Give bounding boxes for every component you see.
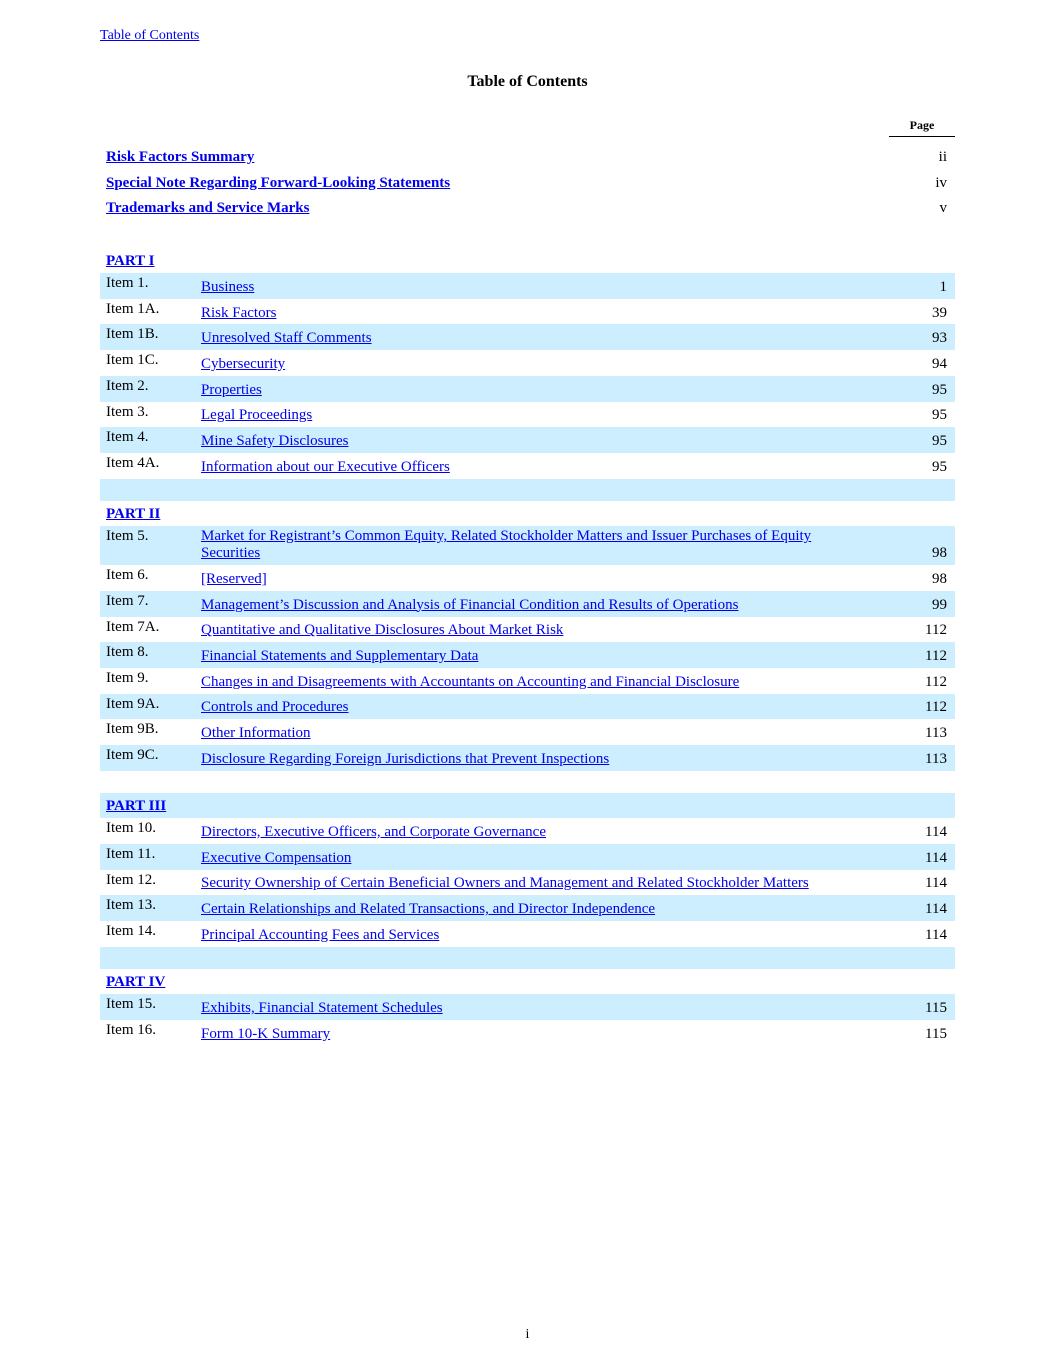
item-label: Item 13.	[106, 897, 156, 914]
toc-top-link[interactable]: Table of Contents	[100, 28, 200, 43]
item-title-link[interactable]: Business	[201, 278, 255, 295]
page-number: 98	[932, 570, 947, 587]
link-trademarks-service-marks[interactable]: Trademarks and Service Marks	[106, 200, 310, 217]
item-label: Item 15.	[106, 996, 156, 1013]
item-title-link[interactable]: Unresolved Staff Comments	[201, 330, 372, 347]
item-label: Item 9A.	[106, 695, 160, 712]
item-title-cell	[201, 725, 889, 742]
item-title-cell	[201, 824, 889, 841]
page-number: 114	[925, 875, 947, 892]
item-title-link[interactable]: Form 10-K Summary	[201, 1025, 331, 1042]
toc-item-row	[100, 324, 955, 350]
toc-item-row	[100, 921, 955, 947]
item-title-link[interactable]: Disclosure Regarding Foreign Jurisdictions that Prevent Inspections	[201, 750, 610, 767]
item-title-cell	[201, 875, 889, 892]
item-title-link[interactable]: Certain Relationships and Related Transactions, and Director Independence	[201, 901, 656, 918]
item-title-cell	[201, 1000, 889, 1017]
page-column-header-row	[100, 118, 955, 137]
toc-item-row	[100, 642, 955, 668]
item-title-link[interactable]: Cybersecurity	[201, 355, 286, 372]
toc-item-row	[100, 273, 955, 299]
item-title-cell	[201, 330, 889, 347]
item-title-cell	[201, 751, 889, 768]
item-title-link[interactable]: Risk Factors	[201, 304, 277, 321]
item-title-link[interactable]: Principal Accounting Fees and Services	[201, 926, 440, 943]
toc-item-row	[100, 668, 955, 694]
page-number: 114	[925, 901, 947, 918]
item-title-cell	[201, 279, 889, 296]
part-iii-link[interactable]: PART III	[106, 798, 167, 815]
toc-item-row	[100, 818, 955, 844]
item-label: Item 6.	[106, 567, 149, 584]
page-number: 112	[925, 673, 947, 690]
page-number: 95	[932, 381, 947, 398]
item-label: Item 12.	[106, 871, 156, 888]
page-number: ii	[938, 148, 947, 165]
item-title-link[interactable]: Exhibits, Financial Statement Schedules	[201, 1000, 443, 1017]
toc-item-row	[100, 565, 955, 591]
page-number: 1	[939, 278, 947, 295]
item-title-link[interactable]: Management’s Discussion and Analysis of Financial Condition and Results of Operations	[201, 596, 739, 613]
item-label: Item 9B.	[106, 721, 159, 738]
item-label: Item 11.	[106, 846, 156, 863]
item-label: Item 5.	[106, 528, 149, 545]
toc-item-row	[100, 617, 955, 643]
item-title-link[interactable]: Market for Registrant’s Common Equity, Related Stockholder Matters and Issuer Purchases of Equity Securities	[201, 528, 812, 562]
table-of-contents	[100, 118, 955, 1046]
item-label: Item 10.	[106, 820, 156, 837]
part-heading-row	[100, 501, 955, 527]
item-title-cell	[201, 382, 889, 399]
page-number: v	[939, 200, 947, 217]
toc-item-row	[100, 719, 955, 745]
page-number: 114	[925, 926, 947, 943]
page-number: 112	[925, 647, 947, 664]
toc-item-row	[100, 350, 955, 376]
part-heading-row	[100, 969, 955, 995]
toc-item-row	[100, 1020, 955, 1046]
toc-item-row	[100, 694, 955, 720]
item-title-link[interactable]: Executive Compensation	[201, 849, 352, 866]
part-i-link[interactable]: PART I	[106, 253, 155, 270]
page-number: 94	[932, 355, 947, 372]
item-title-link[interactable]: Mine Safety Disclosures	[201, 432, 349, 449]
item-title-cell	[201, 407, 889, 424]
link-forward-looking-statements[interactable]: Special Note Regarding Forward-Looking Statements	[106, 174, 451, 191]
page-number: 39	[932, 304, 947, 321]
item-title-cell	[201, 622, 889, 639]
toc-item-row	[100, 745, 955, 771]
item-label: Item 9.	[106, 669, 149, 686]
page-column-header: Page	[889, 118, 955, 137]
item-title-cell	[201, 699, 889, 716]
item-label: Item 3.	[106, 403, 149, 420]
item-title-link[interactable]: Quantitative and Qualitative Disclosures About Market Risk	[201, 622, 564, 639]
spacer-row	[100, 771, 955, 793]
item-title-cell	[201, 648, 889, 665]
item-title-cell	[201, 597, 889, 614]
page-number: 114	[925, 824, 947, 841]
page-title: Table of Contents	[467, 73, 588, 90]
toc-item-row	[100, 526, 955, 565]
page-number: 93	[932, 330, 947, 347]
toc-front-row	[100, 168, 955, 194]
item-title-cell	[201, 459, 889, 476]
part-heading-row	[100, 793, 955, 819]
item-label: Item 9C.	[106, 746, 159, 763]
item-label: Item 14.	[106, 923, 156, 940]
item-title-link[interactable]: Controls and Procedures	[201, 699, 349, 716]
toc-table	[100, 247, 955, 1045]
spacer-row	[100, 947, 955, 969]
page-number: 115	[925, 1000, 947, 1017]
part-heading-row	[100, 247, 955, 273]
item-title-cell	[201, 674, 889, 691]
toc-item-row	[100, 376, 955, 402]
item-title-link[interactable]: Legal Proceedings	[201, 407, 313, 424]
item-title-link[interactable]: [Reserved]	[201, 570, 267, 587]
part-ii-link[interactable]: PART II	[106, 506, 161, 523]
item-title-cell	[201, 927, 889, 944]
page-number: 99	[932, 596, 947, 613]
page-number: 95	[932, 458, 947, 475]
item-title-link[interactable]: Information about our Executive Officers	[201, 458, 450, 475]
item-label: Item 1C.	[106, 352, 159, 369]
item-label: Item 4.	[106, 429, 149, 446]
item-label: Item 1B.	[106, 326, 159, 343]
toc-front-row	[100, 142, 955, 168]
page-number: 114	[925, 849, 947, 866]
item-title-link[interactable]: Financial Statements and Supplementary Data	[201, 647, 479, 664]
toc-item-row	[100, 427, 955, 453]
item-title-link[interactable]: Security Ownership of Certain Beneficial Owners and Management and Related Stockholder Matters	[201, 875, 809, 892]
item-label: Item 4A.	[106, 454, 160, 471]
page-number: iv	[935, 174, 947, 191]
toc-item-row	[100, 299, 955, 325]
toc-front-row	[100, 194, 955, 220]
toc-item-row	[100, 994, 955, 1020]
item-label: Item 1A.	[106, 300, 160, 317]
page-number: 112	[925, 699, 947, 716]
spacer-row	[100, 479, 955, 501]
page-number: 95	[932, 407, 947, 424]
link-risk-factors-summary[interactable]: Risk Factors Summary	[106, 148, 255, 165]
item-title-link[interactable]: Directors, Executive Officers, and Corporate Governance	[201, 824, 546, 841]
item-title-link[interactable]: Other Information	[201, 725, 311, 742]
item-title-cell	[201, 305, 889, 322]
footer-page-number: i	[525, 1327, 530, 1342]
page-number: 113	[925, 725, 947, 742]
toc-item-row	[100, 453, 955, 479]
item-label: Item 2.	[106, 377, 149, 394]
item-label: Item 8.	[106, 644, 149, 661]
item-title-cell	[201, 528, 889, 562]
item-title-cell	[201, 356, 889, 373]
toc-item-row	[100, 895, 955, 921]
toc-item-row	[100, 870, 955, 896]
toc-item-row	[100, 402, 955, 428]
item-label: Item 16.	[106, 1022, 156, 1039]
page-number: 113	[925, 750, 947, 767]
item-label: Item 1.	[106, 275, 149, 292]
item-title-cell	[201, 850, 889, 867]
page-number: 112	[925, 622, 947, 639]
toc-item-row	[100, 591, 955, 617]
page-number: 95	[932, 432, 947, 449]
page-number: 115	[925, 1025, 947, 1042]
page-number: 98	[932, 545, 947, 562]
item-title-cell	[201, 901, 889, 918]
item-title-cell	[201, 1026, 889, 1043]
toc-item-row	[100, 844, 955, 870]
item-title-link[interactable]: Properties	[201, 381, 262, 398]
item-title-link[interactable]: Changes in and Disagreements with Accountants on Accounting and Financial Disclosure	[201, 673, 740, 690]
item-label: Item 7A.	[106, 618, 160, 635]
item-title-cell	[201, 433, 889, 450]
item-label: Item 7.	[106, 592, 149, 609]
item-title-cell	[201, 571, 889, 588]
part-iv-link[interactable]: PART IV	[106, 974, 166, 991]
